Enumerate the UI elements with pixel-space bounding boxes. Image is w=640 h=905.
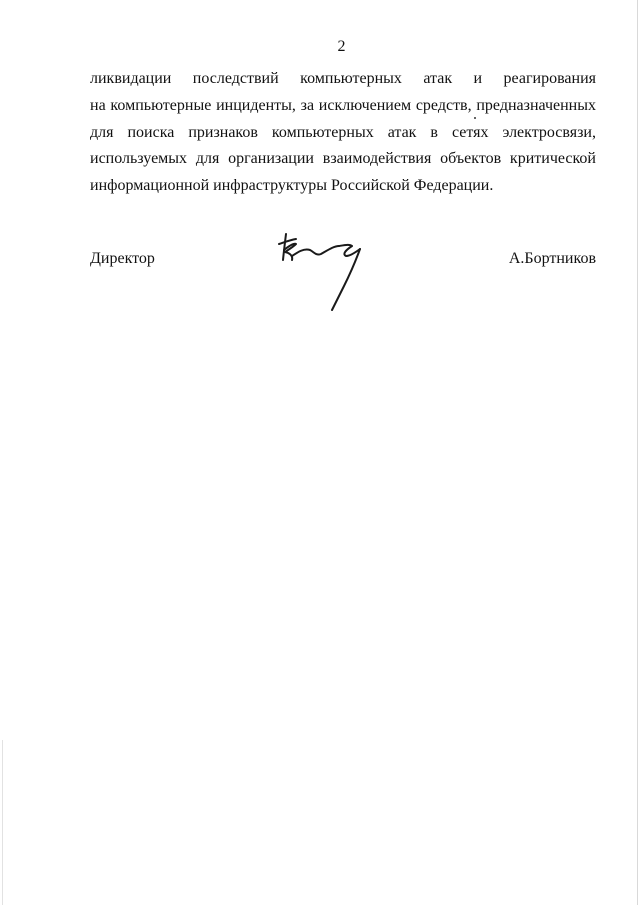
paragraph-line: информационной инфраструктуры Российской Федерации. bbox=[90, 177, 494, 195]
paragraph-line: на компьютерные инциденты, за исключением средств, предназначенных bbox=[90, 96, 596, 114]
handwritten-signature bbox=[276, 226, 368, 316]
position-title: Директор bbox=[90, 250, 155, 267]
signer-name: А.Бортников bbox=[508, 250, 596, 267]
page-edge-line bbox=[637, 0, 638, 905]
page-number: 2 bbox=[337, 38, 346, 55]
paragraph-line: для поиска признаков компьютерных атак в сетях электросвязи, bbox=[90, 123, 596, 141]
page-edge-line bbox=[2, 740, 3, 905]
scan-artifact-dot bbox=[474, 117, 476, 119]
paragraph-line: ликвидации последствий компьютерных атак и реагирования bbox=[90, 70, 596, 87]
body-paragraph bbox=[90, 66, 596, 200]
paragraph-line: используемых для организации взаимодействия объектов критической bbox=[90, 150, 596, 168]
